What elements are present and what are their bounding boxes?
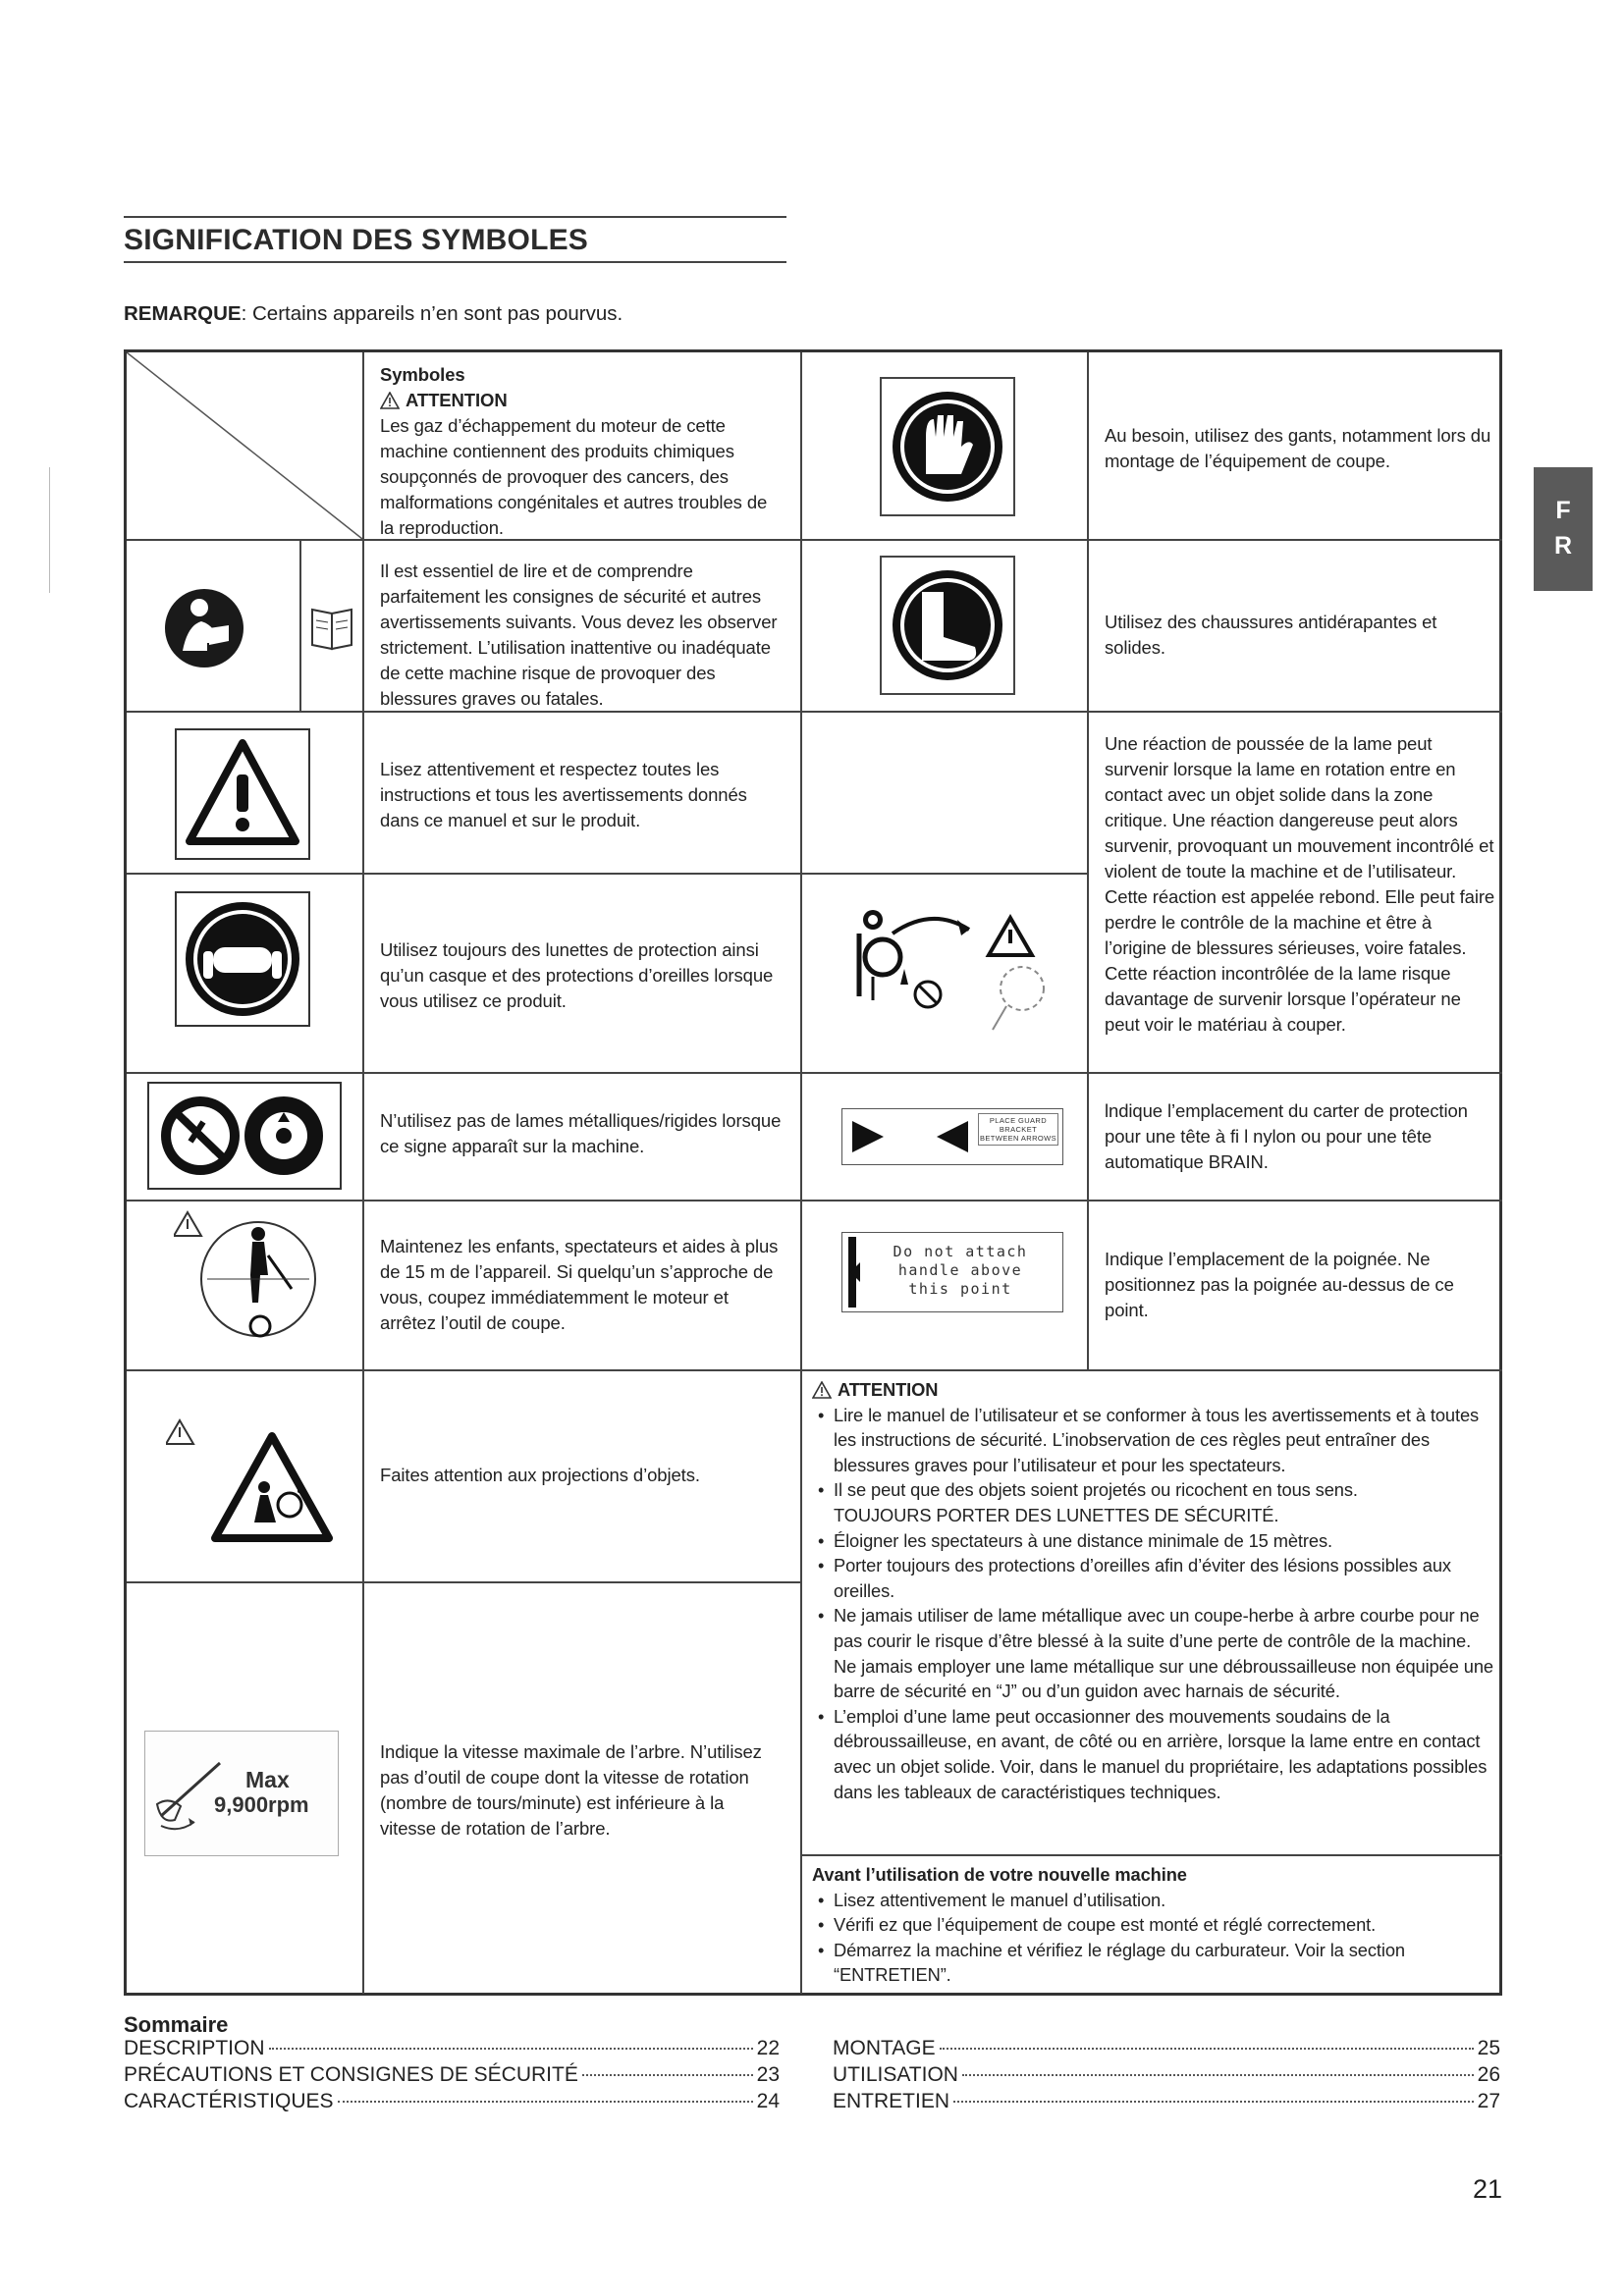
toc-label: MONTAGE — [833, 2037, 936, 2059]
page-title: SIGNIFICATION DES SYMBOLES — [124, 224, 589, 256]
toc-label: ENTRETIEN — [833, 2090, 950, 2112]
note-label: REMARQUE — [124, 302, 242, 325]
gloves-icon — [879, 376, 1016, 517]
flying-objects-icon — [166, 1416, 333, 1544]
note-text: : Certains appareils n’en sont pas pourvus. — [241, 302, 623, 325]
language-tab-line-1: F — [1555, 497, 1571, 524]
language-tab-line-2: R — [1553, 532, 1573, 560]
row-line — [800, 1072, 1502, 1074]
row-line — [127, 1369, 800, 1371]
attention-list — [812, 1403, 1495, 1805]
attention-item: TOUJOURS PORTER DES LUNETTES DE SÉCURITÉ. — [834, 1504, 1279, 1525]
handle-marker-icon — [844, 1237, 864, 1308]
row-line — [127, 1581, 800, 1583]
language-tab[interactable] — [1534, 467, 1593, 591]
row-text: Au besoin, utilisez des gants, notamment lors du montage de l’équipement de coupe. — [1105, 425, 1491, 471]
before-use-item: • Lisez attentivement le manuel d’utilisation. — [812, 1888, 1495, 1913]
read-manual-divider — [299, 539, 301, 711]
row-line — [800, 873, 1087, 875]
row-text: Il est essentiel de lire et de comprendre parfaitement les consignes de sécurité et autres avertissements suivants. Vous devez les observer strictement. L’utilisation inattentive ou inadéquate de cette machine risque de provoquer des blessures graves ou fatales. — [380, 561, 778, 709]
row-text: Maintenez les enfants, spectateurs et aides à plus de 15 m de l’appareil. Si quelqu’un s’approche de vous, coupez immédiatemment le moteur et arrêtez l’outil de coupe. — [380, 1236, 779, 1333]
row-text: Une réaction de poussée de la lame peut survenir lorsque la lame en rotation entre en contact avec un objet solide dans la zone critique. Une réaction dangereuse peut alors survenir, provoquant un mouvement incontrôlé et violent de toute la machine et de l’utilisateur. Cette réaction est appelée rebond. Elle peut faire perdre le contrôle de la machine et être à l’origine de blessures sérieuses, voire fatales. Cette réaction incontrôlée de la lame risque davantage de survenir lorsque l’opérateur ne peut voir le matériau à couper. — [1105, 733, 1495, 1035]
row-text: Faites attention aux projections d’objets. — [380, 1465, 700, 1485]
row-text: Utilisez des chaussures antidérapantes et solides. — [1105, 612, 1437, 658]
before-use-list — [812, 1888, 1495, 1988]
intro-cell — [380, 362, 783, 541]
row-line — [800, 1200, 1502, 1201]
col-divider-2 — [800, 352, 802, 1994]
handle-label — [872, 1243, 1049, 1299]
row-text: Utilisez toujours des lunettes de protection ainsi qu’un casque et des protections d’oreilles lorsque vous utilisez ce produit. — [380, 939, 774, 1011]
attention-item: • L’emploi d’une lame peut occasionner des mouvements soudains de la débroussailleuse, en avant, de côté ou en arrière, lorsque la lame entre en contact avec un objet solide. Voir, dans le manuel du propriétaire, les adaptations possibles dans les tableaux de caractéristiques techniques. — [812, 1704, 1495, 1804]
guard-bracket-label: PLACE GUARD BRACKET BETWEEN ARROWS — [978, 1113, 1058, 1146]
row-line — [127, 1200, 800, 1201]
before-use-item: • Vérifi ez que l’équipement de coupe est monté et réglé correctement. — [812, 1912, 1495, 1938]
attention-label: ATTENTION — [838, 1379, 939, 1400]
max-speed-value: 9,900rpm — [214, 1792, 309, 1817]
row-text: N’utilisez pas de lames métalliques/rigides lorsque ce signe apparaît sur la machine. — [380, 1110, 782, 1156]
warning-triangle-icon — [174, 727, 311, 861]
toc-page: 23 — [756, 2063, 780, 2086]
row-line — [127, 1072, 800, 1074]
max-speed-icon — [144, 1731, 339, 1856]
intro-text: Les gaz d’échappement du moteur de cette machine contiennent des produits chimiques soupçonnés de provoquer des cancers, des malformations congénitales et autres troubles de la reproduction. — [380, 415, 768, 538]
toc-leader — [962, 2074, 1474, 2076]
handle-position-icon — [841, 1232, 1063, 1312]
symbols-table — [124, 349, 1502, 1996]
arrow-left-icon — [933, 1117, 972, 1156]
attention-header — [812, 1377, 1495, 1403]
margin-line — [49, 467, 50, 593]
col-divider-1 — [362, 352, 364, 1994]
guard-bracket-arrows-icon — [841, 1108, 1063, 1165]
attention-block — [812, 1377, 1495, 1804]
toc-label: UTILISATION — [833, 2063, 958, 2086]
col-divider-3 — [1087, 352, 1089, 1369]
toc-leader — [940, 2048, 1474, 2050]
read-manual-icon — [150, 574, 288, 682]
toc-label: DESCRIPTION — [124, 2037, 265, 2059]
title-rule-bottom — [124, 261, 786, 263]
arrow-right-icon — [848, 1117, 888, 1156]
toc-entry-precautions[interactable] — [124, 2063, 780, 2087]
toc-leader — [953, 2101, 1474, 2103]
warning-icon — [812, 1381, 832, 1399]
warning-icon — [380, 392, 400, 409]
toc-entry-usage[interactable] — [833, 2063, 1500, 2087]
row-line — [127, 873, 800, 875]
toc-page: 25 — [1477, 2037, 1500, 2059]
toc-page: 22 — [756, 2037, 780, 2059]
attention-item: • Porter toujours des protections d’oreilles afin d’éviter des lésions possibles aux oreilles. — [812, 1553, 1495, 1603]
toc-entry-maintenance[interactable] — [833, 2090, 1500, 2113]
book-icon — [306, 588, 359, 667]
summary-title: Sommaire — [124, 2012, 229, 2037]
handle-label-line-3: this point — [908, 1280, 1012, 1298]
row-line — [800, 539, 1502, 541]
toc-label: PRÉCAUTIONS ET CONSIGNES DE SÉCURITÉ — [124, 2063, 578, 2086]
toc-label: CARACTÉRISTIQUES — [124, 2090, 334, 2112]
before-use-item: • Démarrez la machine et vérifiez le réglage du carburateur. Voir la section “ENTRETIEN”. — [812, 1938, 1495, 1988]
attention-item: • Éloigner les spectateurs à une distance minimale de 15 mètres. — [812, 1528, 1495, 1554]
row-text: lndique l’emplacement du carter de protection pour une tête à fi l nylon ou pour une tête automatique BRAIN. — [1105, 1100, 1468, 1172]
toc-entry-characteristics[interactable] — [124, 2090, 780, 2113]
toc-leader — [582, 2074, 753, 2076]
toc-page: 26 — [1477, 2063, 1500, 2086]
row-line — [800, 1854, 1502, 1856]
handle-label-line-2: handle above — [897, 1261, 1023, 1279]
attention-item: • Ne jamais utiliser de lame métallique avec un coupe-herbe à arbre courbe pour ne pas courir le risque d’être blessé à la suite d’une perte de contrôle de la machine. Ne jamais employer une lame métallique sur une débroussailleuse non équipée une barre de sécurité en “J” ou d’un guidon avec harnais de sécurité. — [812, 1603, 1495, 1703]
warning-label: ATTENTION — [406, 390, 508, 410]
empty-diagonal-cell — [127, 352, 362, 539]
row-line — [800, 711, 1502, 713]
before-use-title: Avant l’utilisation de votre nouvelle machine — [812, 1864, 1187, 1885]
blade-thrust-icon — [814, 879, 1087, 1045]
before-use-block — [812, 1862, 1495, 1988]
row-text: Lisez attentivement et respectez toutes les instructions et tous les avertissements donnés dans ce manuel et sur le produit. — [380, 759, 747, 830]
eye-ear-protection-icon — [174, 890, 311, 1028]
row-text: Indique la vitesse maximale de l’arbre. N’utilisez pas d’outil de coupe dont la vitesse de rotation (nombre de tours/minute) est inférieure à la vitesse de rotation de l’arbre. — [380, 1741, 762, 1839]
row-text: Indique l’emplacement de la poignée. Ne positionnez pas la poignée au-dessus de ce point. — [1105, 1249, 1454, 1320]
toc-page: 24 — [756, 2090, 780, 2112]
note — [124, 302, 623, 326]
handle-label-line-1: Do not attach — [893, 1243, 1028, 1260]
attention-item: • Il se peut que des objets soient projetés ou ricochent en tous sens. — [812, 1477, 1495, 1503]
attention-item: • Lire le manuel de l’utilisateur et se conformer à tous les avertissements et à toutes les instructions de sécurité. L’inobservation de ces règles peut entraîner des blessures graves pour l’utilisateur et pour les spectateurs. — [812, 1403, 1495, 1478]
toc-page: 27 — [1477, 2090, 1500, 2112]
toc-leader — [338, 2101, 753, 2103]
symbols-heading: Symboles — [380, 364, 465, 385]
row-line — [800, 1369, 1502, 1371]
page-number: 21 — [1473, 2174, 1503, 2204]
no-metal-blade-icon — [146, 1081, 343, 1191]
title-rule-top — [124, 216, 786, 218]
warning-header — [380, 388, 783, 413]
safety-boots-icon — [879, 555, 1016, 696]
toc-leader — [269, 2048, 753, 2050]
toc-entry-assembly[interactable] — [833, 2037, 1500, 2060]
keep-distance-15m-icon — [174, 1206, 323, 1363]
max-speed-label: Max — [245, 1767, 290, 1792]
toc-entry-description[interactable] — [124, 2037, 780, 2060]
